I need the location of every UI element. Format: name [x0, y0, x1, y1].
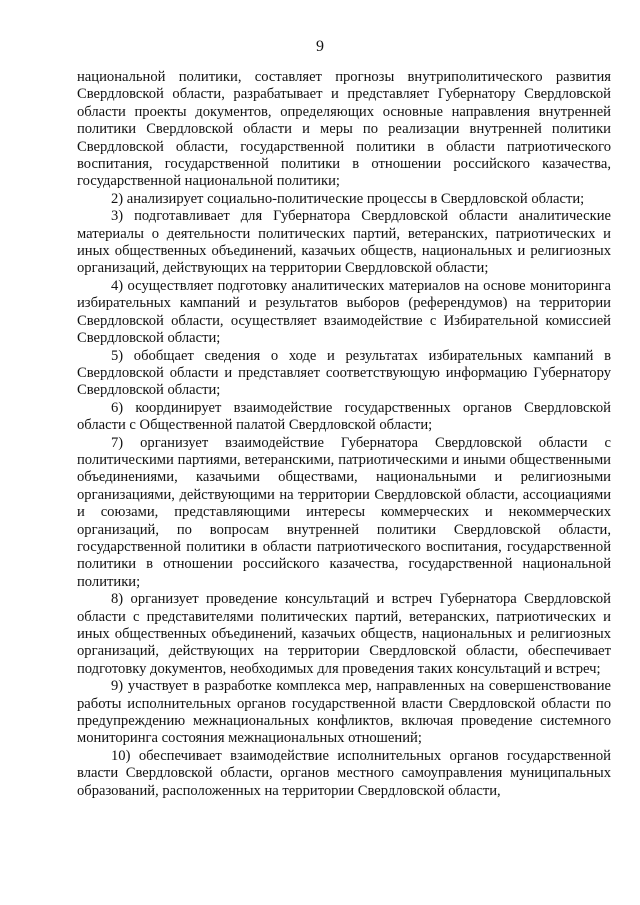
list-item-10: 10) обеспечивает взаимодействие исполнительных органов государственной власти Свердловской области, органов местного самоуправления муниципальных образований, расположенных на территории Свердловской области,	[77, 747, 611, 799]
list-item-2: 2) анализирует социально-политические процессы в Свердловской области;	[111, 190, 585, 207]
list-item-3: 3) подготавливает для Губернатора Свердловской области аналитические материалы о деятельности политических партий, ветеранских, патриотических и иных общественных объединений, казачьих обществ, национальных и религиозных организаций, действующих на территории Свердловской области;	[77, 208, 611, 277]
list-item-4: 4) осуществляет подготовку аналитических материалов на основе мониторинга избирательных кампаний и результатов выборов (референдумов) на территории Свердловской области, осуществляет взаимодействие с Избирательной комиссией Свердловской области;	[77, 277, 611, 347]
list-item-8: 8) организует проведение консультаций и встреч Губернатора Свердловской области с представителями политических партий, ветеранских, патриотических и иных общественных объединений, казачьих обществ, национальных и религиозных организаций, действующих на территории Свердловской области, обеспечивает подготовку документов, необходимых для проведения таких консультаций и встреч;	[77, 591, 611, 677]
list-item-7: 7) организует взаимодействие Губернатора Свердловской области с политическими партиями, ветеранскими, патриотическими и иными общественными объединениями, казачьими обществами, национальными и религиозными организациями, действующими на территории Свердловской области, ассоциациями и союзами, представляющими интересы коммерческих и некоммерческих организаций, по вопросам внутренней политики Свердловской области, государственной политики в области патриотического воспитания, государственной политики в отношении российского казачества, государственной национальной политики;	[77, 434, 611, 590]
document-body	[77, 69, 611, 800]
paragraph-continuation: национальной политики, составляет прогнозы внутриполитического развития Свердловской области, разрабатывает и представляет Губернатору Свердловской области проекты документов, определяющих основные направления внутренней политики Свердловской области и меры по реализации внутренней политики Свердловской области, государственной политики в области патриотического воспитания, государственной политики в отношении российского казачества, государственной национальной политики;	[77, 69, 611, 190]
page-number: 9	[316, 38, 324, 55]
list-item-5: 5) обобщает сведения о ходе и результатах избирательных кампаний в Свердловской области и представляет соответствующую информацию Губернатору Свердловской области;	[77, 347, 611, 399]
list-item-6: 6) координирует взаимодействие государственных органов Свердловской области с Общественной палатой Свердловской области;	[77, 399, 611, 434]
list-item-9: 9) участвует в разработке комплекса мер, направленных на совершенствование работы исполнительных органов государственной власти Свердловской области по предупреждению межнациональных конфликтов, включая проведение системного мониторинга состояния межнациональных отношений;	[77, 678, 611, 747]
